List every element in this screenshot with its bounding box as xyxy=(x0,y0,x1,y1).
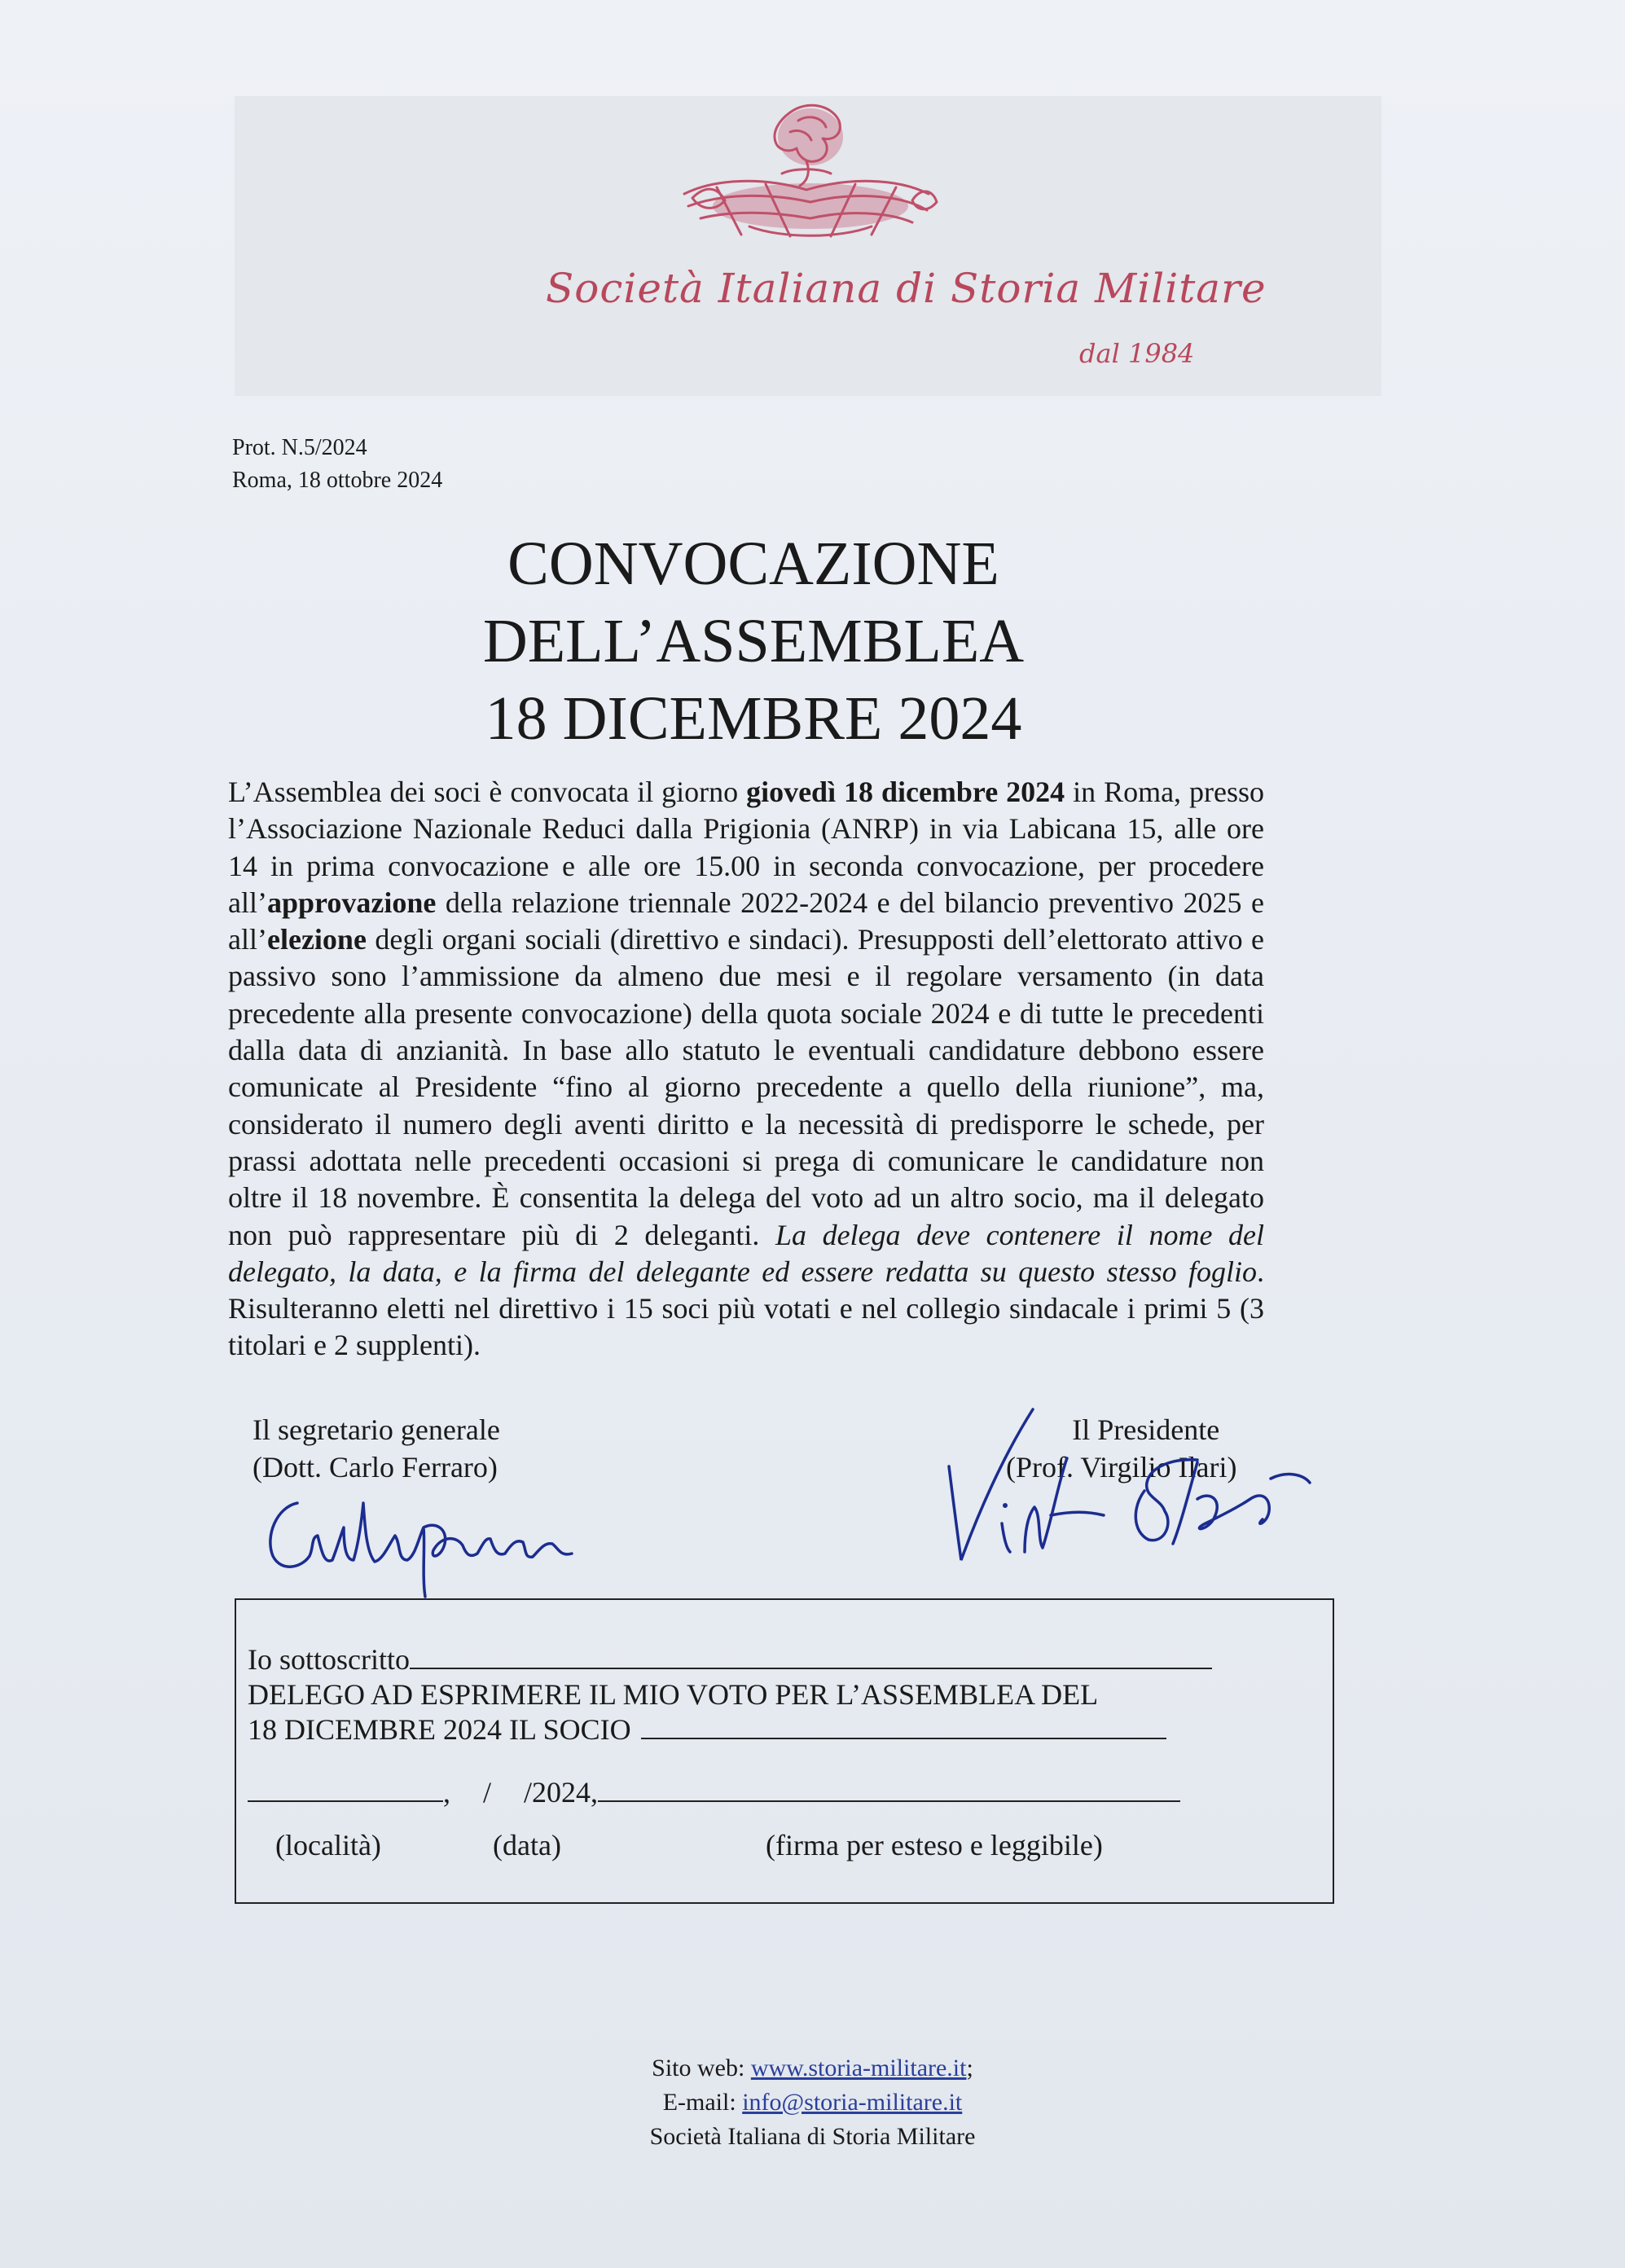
approvazione-bold: approvazione xyxy=(266,886,437,919)
delegation-line-4 xyxy=(248,1775,1180,1809)
delega-requirements-italic: La delega deve contenere il nome del delegato, la data, e la firma del delegante ed essere redatta su questo stesso foglio xyxy=(228,1218,1264,1288)
protocol-block xyxy=(232,432,442,497)
document-footer xyxy=(0,2051,1625,2154)
protocol-number: Prot. N.5/2024 xyxy=(232,435,367,460)
delegato-label: 18 DICEMBRE 2024 IL SOCIO xyxy=(248,1713,631,1746)
delegation-form-box xyxy=(235,1598,1334,1904)
title-line-2: DELL’ASSEMBLEA xyxy=(482,607,1025,675)
body-text-segment: degli organi sociali (direttivo e sindaci). Presupposti dell’elettorato attivo e passivo sono l’ammissione da almeno due mesi e il regolare versamento (in data precedente alla presente convocazione) della quota sociale 2024 e di tutte le precedenti dalla data di anzianità. In base allo statuto le eventuali candidature debbono essere comunicate al Presidente “fino al giorno precedente a quello della riunione”, ma, considerato il numero degli aventi diritto e la necessità di predisporre le schede, per prassi adottata nelle precedenti occasioni si prega di comunicare le candidature non oltre il 18 novembre. È consentita la delega del voto ad un altro socio, ma il delegato non può rappresentare più di 2 deleganti. xyxy=(228,923,1264,1251)
document-title xyxy=(0,525,1507,758)
convocation-body xyxy=(228,774,1264,1365)
title-line-1: CONVOCAZIONE xyxy=(507,530,999,598)
delegato-name-field[interactable] xyxy=(641,1713,1166,1739)
delegante-label: Io sottoscritto xyxy=(248,1643,410,1676)
elezione-bold: elezione xyxy=(266,923,367,956)
comma-separator: , xyxy=(443,1776,450,1809)
secretary-role: Il segretario generale xyxy=(253,1413,500,1446)
footer-org-name: Società Italiana di Storia Militare xyxy=(649,2123,976,2150)
firma-caption: (firma per esteso e leggibile) xyxy=(766,1829,1103,1861)
delegante-name-field[interactable] xyxy=(410,1643,1212,1669)
website-label: Sito web: xyxy=(652,2055,751,2081)
body-text-segment: . Risulteranno eletti nel direttivo i 15 soci più votati e nel collegio sindacale i primi 5 (3 titolari e 2 supplenti). xyxy=(228,1255,1264,1362)
footer-email-line xyxy=(0,2086,1625,2120)
delegation-line-2: DELEGO AD ESPRIMERE IL MIO VOTO PER L’ASSEMBLEA DEL xyxy=(248,1678,1099,1711)
date-year: /2024, xyxy=(524,1776,599,1809)
firma-field[interactable] xyxy=(598,1776,1180,1802)
footer-website-line xyxy=(0,2051,1625,2086)
secretary-signature-block xyxy=(253,1411,500,1486)
data-caption: (data) xyxy=(493,1829,561,1861)
president-name: (Prof. Virgilio Ilari) xyxy=(1006,1451,1237,1483)
body-text-segment: in Roma, presso l’Associazione Nazionale Reduci dalla Prigionia (ANRP) in via Labicana 15, alle ore 14 in prima convocazione e alle ore 15.00 in seconda convocazione, per procedere all’ xyxy=(228,776,1264,919)
president-handwritten-signature xyxy=(929,1401,1320,1580)
secretary-handwritten-signature xyxy=(253,1479,611,1601)
since-script-logo: dal 1984 xyxy=(1079,338,1195,369)
localita-caption: (località) xyxy=(275,1829,381,1861)
society-script-logo: Società Italiana di Storia Militare xyxy=(546,265,1267,312)
localita-field[interactable] xyxy=(248,1776,443,1802)
meeting-date-bold: giovedì 18 dicembre 2024 xyxy=(746,776,1065,808)
society-emblem-logo xyxy=(668,96,945,259)
secretary-name: (Dott. Carlo Ferraro) xyxy=(253,1451,498,1483)
body-text-segment: della relazione triennale 2022-2024 e del bilancio preventivo 2025 e all’ xyxy=(228,886,1264,956)
email-link[interactable]: info@storia-militare.it xyxy=(742,2089,963,2116)
title-line-3: 18 DICEMBRE 2024 xyxy=(485,684,1022,753)
website-link[interactable]: www.storia-militare.it xyxy=(750,2055,967,2081)
website-suffix: ; xyxy=(966,2055,973,2081)
date-slash: / xyxy=(483,1776,492,1809)
president-role: Il Presidente xyxy=(1072,1413,1220,1446)
protocol-place-date: Roma, 18 ottobre 2024 xyxy=(232,468,443,493)
delegation-line-3 xyxy=(248,1712,1166,1747)
body-text-segment: L’Assemblea dei soci è convocata il giorno xyxy=(228,776,747,808)
delegation-line-1 xyxy=(248,1642,1212,1677)
email-label: E-mail: xyxy=(662,2089,743,2116)
